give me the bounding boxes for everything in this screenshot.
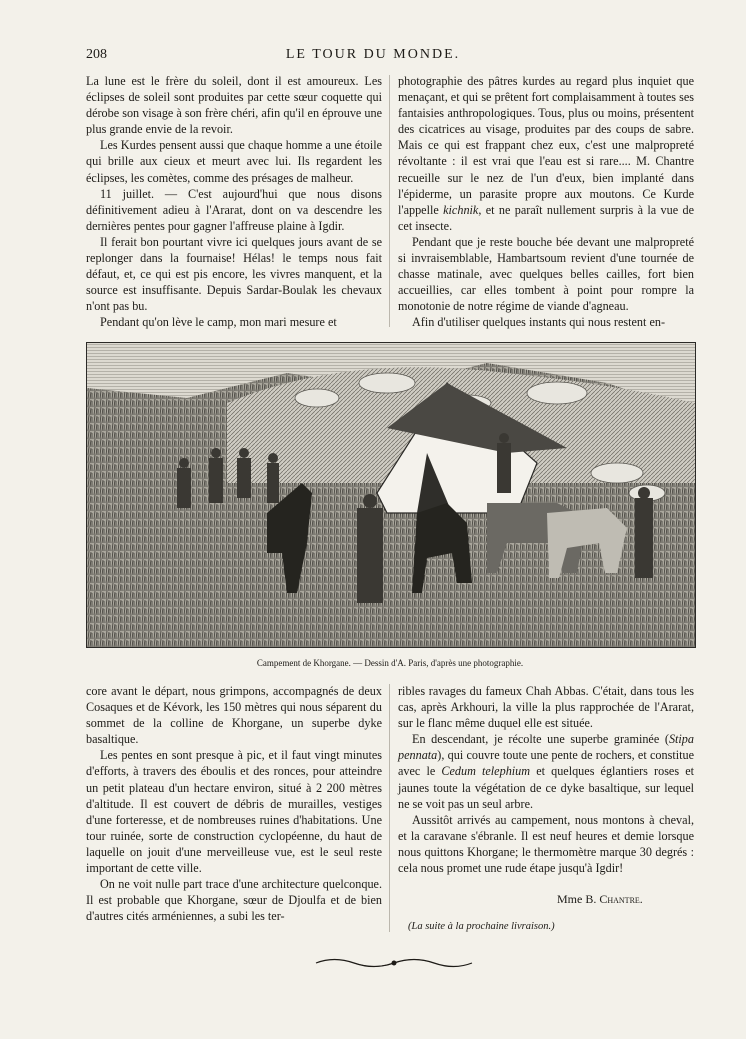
paragraph: Les Kurdes pensent aussi que chaque homme a une étoile qui brille aux cieux et meurt avec lui. Ils regardent les éclipses, les comètes, comme des présages de malheur. xyxy=(86,138,382,185)
column-divider xyxy=(389,75,390,327)
text-column-2 xyxy=(398,73,694,331)
paragraph: Pendant qu'on lève le camp, mon mari mesure et xyxy=(100,315,337,330)
italic-term: Stipa pennata xyxy=(398,732,694,763)
paragraph: Pendant que je reste bouche bée devant une malpropreté si invraisemblable, Hambartsoum revient d'une tournée de chasse matinale, avec quelques belles cailles, fort bien accueillies, car elles tombent à point pour rompre la monotonie de notre régime de viande d'agneau. xyxy=(398,234,694,314)
italic-term: kichnik xyxy=(443,202,479,217)
text-run: et quelques églantiers roses et jaunes toute la végétation de ce dyke basaltique, sur lequel ne se voit pas un seul arbre. xyxy=(398,764,695,811)
paragraph: Les pentes en sont presque à pic, et il faut vingt minutes d'efforts, à travers des éboulis et des ronces, pour atteindre un petit plateau d'un hectare environ, situé à 2 200 mètres d'altitude. Il est couvert de débris de murailles, vestiges d'une forteresse, et de nombreuses ruines d'habitations. Une tour ruinée, sorte de construction cyclopéenne, du haut de laquelle on jouit d'une merveilleuse vue, est le seul reste important de cette ville. xyxy=(86,748,382,876)
paragraph: Afin d'utiliser quelques instants qui nous restent en- xyxy=(412,315,666,330)
paragraph: Aussitôt arrivés au campement, nous montons à cheval, et la caravane s'ébranle. Il est neuf heures et demie lorsque nous quittons Khorgane; le thermomètre marque 30 degrés : cela nous promet une rude étape jusqu'à Igdir! xyxy=(398,812,694,876)
text-run: , et ne paraît nullement surpris à la vue de cet insecte. xyxy=(398,202,694,233)
text-column-3 xyxy=(86,683,382,924)
illustration-caption: Campement de Khorgane. — Dessin d'A. Paris, d'après une photographie. xyxy=(256,658,524,668)
running-head: LE TOUR DU MONDE. xyxy=(285,47,461,62)
signature-prefix: Mme B. xyxy=(557,892,600,906)
paragraph: core avant le départ, nous grimpons, accompagnés de deux Cosaques et de Kévork, les 150 mètres qui nous séparent du sommet de la colline de Khorgane, un superbe dyke basaltique. xyxy=(86,684,382,747)
text-column-4 xyxy=(398,683,694,876)
ornament-divider xyxy=(314,952,474,974)
page-number: 208 xyxy=(86,47,107,62)
text-column-1 xyxy=(86,73,382,331)
text-run: ), qui couvre toute une pente de rochers, et constitue avec le xyxy=(398,748,694,779)
paragraph: On ne voit nulle part trace d'une architecture quelconque. Il est probable que Khorgane, sœur de Djoulfa et de bien d'autres cités arméniennes, a subi les ter- xyxy=(86,877,382,924)
signature-name: Chantre. xyxy=(599,892,643,906)
paragraph: ribles ravages du fameux Chah Abbas. C'était, dans tous les cas, après Arkhouri, la ville la plus rapprochée de l'Ararat, sur le flanc même duquel elle est située. xyxy=(398,684,694,731)
camp-engraving xyxy=(87,343,695,647)
column-divider xyxy=(389,684,390,932)
author-signature xyxy=(557,892,643,907)
italic-term: Cedum telephium xyxy=(441,764,531,779)
paragraph xyxy=(398,73,694,234)
text-run: En descendant, je récolte une superbe graminée ( xyxy=(412,732,669,747)
text-run: photographie des pâtres kurdes au regard plus inquiet que menaçant, et qui se prêtent fort complaisamment à toutes ses fantaisies anthropologiques. Tous, plus ou moins, présentent des cicatrices au visage, produites par des coups de sabre. Mais ce qui est frappant chez eux, c'est une malpropreté révoltante : il est vrai que l'eau est si rare.... M. Chantre recueille sur le nez de l'un d'eux, bien implanté dans l'épiderme, un parasite propre aux moutons. Ce Kurde l'appelle xyxy=(398,74,694,217)
paragraph: Il ferait bon pourtant vivre ici quelques jours avant de se replonger dans la fournaise! Hélas! le temps nous fait défaut, et, ce qui est pis encore, les vivres manquent, et la source est insuffisante. Depuis Sardar-Boulak les chevaux n'ont pas bu. xyxy=(86,234,382,314)
engraving-illustration xyxy=(86,342,696,648)
paragraph: 11 juillet. — C'est aujourd'hui que nous disons définitivement adieu à l'Ararat, dont on va descendre les dernières pentes pour gagner l'affreuse plaine à Igdir. xyxy=(86,186,382,233)
paragraph: La lune est le frère du soleil, dont il est amoureux. Les éclipses de soleil sont produites par cette sœur coquette qui dérobe son visage à son frère chéri, afin qu'il en éprouve une plus grande envie de la revoir. xyxy=(86,74,382,137)
continuation-note: (La suite à la prochaine livraison.) xyxy=(408,921,555,932)
paragraph xyxy=(398,731,694,811)
